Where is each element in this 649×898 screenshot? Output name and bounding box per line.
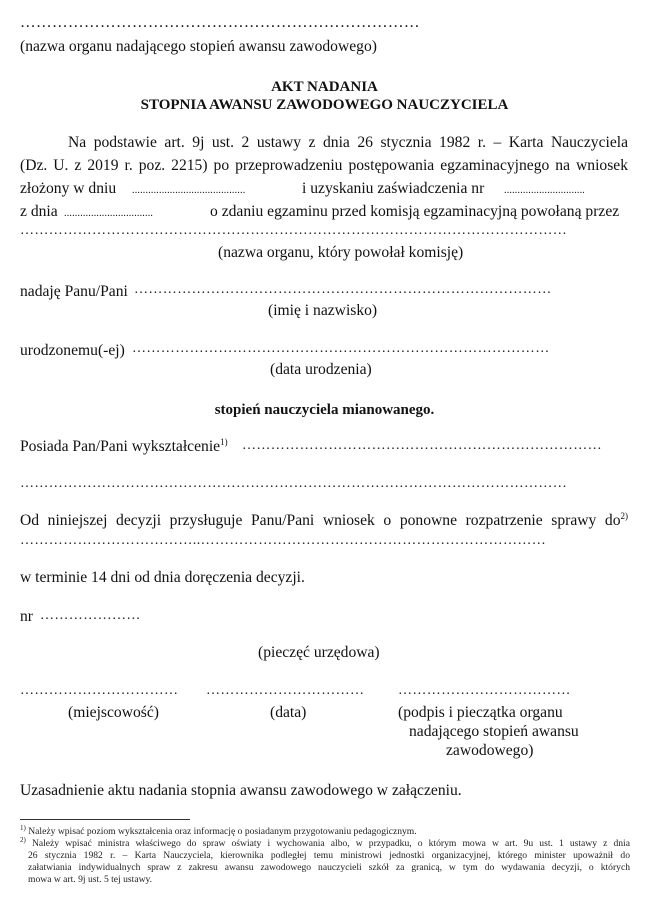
degree-title: stopień nauczyciela mianowanego.	[214, 402, 435, 418]
footnote-ref-1: 1)	[220, 437, 228, 447]
recipient-name-field[interactable]: ……………………………………………………………………………	[134, 282, 552, 297]
grant-prefix: nadaję Panu/Pani	[20, 283, 128, 300]
date-label: (data)	[270, 704, 307, 721]
birth-date-label: (data urodzenia)	[270, 361, 372, 378]
exam-date-field[interactable]: .................................	[64, 208, 154, 219]
paragraph-line-2: (Dz. U. z 2019 r. poz. 2215) po przeprowadzeniu postępowania egzaminacyjnego na wniosek	[20, 157, 628, 174]
appeal-organ-field[interactable]: ………………………………..………………………………………………………………	[20, 533, 547, 548]
submission-date-label: złożony w dniu	[20, 180, 117, 197]
recipient-name-label: (imię i nazwisko)	[268, 302, 378, 319]
justification-note: Uzasadnienie aktu nadania stopnia awansu zawodowego w załączeniu.	[20, 782, 462, 799]
footnote-1: $^{1)}$ Należy wpisać poziom wykształcenia oraz informację o posiadanym przygotowaniu pedagogicznym.	[20, 824, 417, 837]
education-field[interactable]: …………………………………………………………………	[242, 438, 602, 453]
footnote-ref-2: 2)	[620, 511, 628, 521]
footnote-divider	[20, 819, 190, 820]
signature-field[interactable]: ………………………………	[398, 683, 571, 698]
education-label: Posiada Pan/Pani wykształcenie$^{1)}$	[20, 437, 228, 455]
certificate-number-label: i uzyskaniu zaświadczenia nr	[302, 180, 485, 197]
signature-label-2: nadającego stopień awansu	[409, 723, 579, 740]
official-stamp-label: (pieczęć urzędowa)	[258, 644, 380, 661]
certificate-number-field[interactable]: ..............................	[504, 185, 585, 196]
document-subtitle: STOPNIA AWANSU ZAWODOWEGO NAUCZYCIELA	[140, 97, 509, 113]
place-label: (miejscowość)	[68, 704, 159, 721]
paragraph-line-1: Na podstawie art. 9j ust. 2 ustawy z dnia 26 stycznia 1982 r. – Karta Nauczyciela	[68, 134, 628, 151]
date-field[interactable]: ……………………………	[206, 683, 365, 698]
organ-name-label: (nazwa organu nadającego stopień awansu zawodowego)	[20, 38, 377, 55]
commission-organ-label: (nazwa organu, który powołał komisję)	[218, 244, 464, 261]
appeal-text: Od niniejszej decyzji przysługuje Panu/Pani wniosek o ponowne rozpatrzenie sprawy $do^{2)}$	[20, 511, 628, 529]
footnote-2-line-2: 26 stycznia 1982 r. – Karta Nauczyciela, kierownika podległej temu ministrowi jednostki organizacyjnej, którego minister upoważnił do	[28, 850, 630, 861]
footnote-2-line-3: załatwiania indywidualnych spraw z zakresu awansu zawodowego nauczycieli szkół za granicą, w tym do wydawania decyzji, o których	[28, 862, 630, 873]
footnote-2-line-4: mowa w art. 9j ust. 5 tej ustawy.	[28, 874, 153, 885]
commission-organ-field[interactable]: ……………………………………………………………………………………………………	[20, 223, 568, 238]
exam-committee-text: o zdaniu egzaminu przed komisją egzaminacyjną powołaną przez	[210, 203, 620, 220]
document-title: AKT NADANIA	[271, 79, 378, 95]
birth-date-field[interactable]: ……………………………………………………………………………	[132, 341, 550, 356]
organ-name-dots[interactable]: …………………………………………………………………	[20, 14, 420, 31]
born-prefix: urodzonemu(-ej)	[20, 342, 125, 359]
footnote-2-line-1: $^{2)}$ Należy wpisać ministra właściwego do spraw oświaty i wychowania albo, w przypadku, o którym mowa w art. 9u ust. 1 ustawy z dnia	[20, 836, 630, 849]
submission-date-field[interactable]: ..........................................	[132, 185, 246, 196]
place-field[interactable]: ……………………………	[20, 683, 179, 698]
deadline-text: w terminie 14 dni od dnia doręczenia decyzji.	[20, 569, 305, 586]
signature-label-1: (podpis i pieczątka organu	[398, 704, 563, 721]
education-field-2[interactable]: ……………………………………………………………………………………………………	[20, 476, 568, 491]
signature-label-3: zawodowego)	[446, 742, 534, 759]
number-field[interactable]: …………………	[40, 608, 141, 623]
exam-date-label: z dnia	[20, 203, 58, 220]
number-label: nr	[20, 608, 33, 625]
